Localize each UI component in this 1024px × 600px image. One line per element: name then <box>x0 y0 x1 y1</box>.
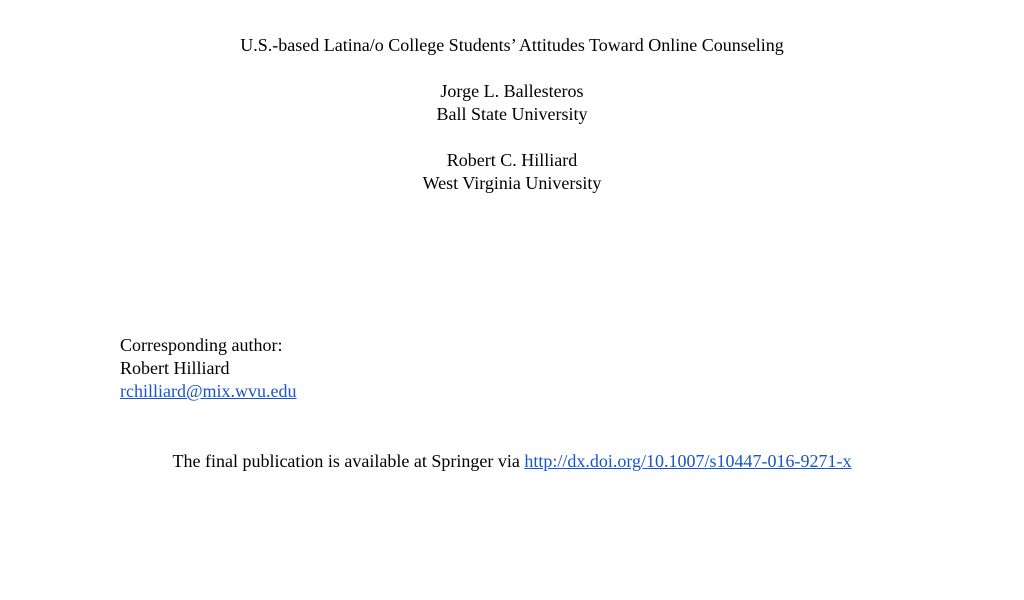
corresponding-author-email-row <box>120 380 297 403</box>
publication-note-text: The final publication is available at Springer via <box>172 451 520 471</box>
author-2-affiliation: West Virginia University <box>422 173 602 193</box>
author-1-name: Jorge L. Ballesteros <box>440 81 584 101</box>
corresponding-author-email-link[interactable]: rchilliard@mix.wvu.edu <box>120 381 297 401</box>
author-2-name: Robert C. Hilliard <box>446 150 578 170</box>
corresponding-author-name: Robert Hilliard <box>120 358 230 378</box>
doi-link[interactable]: http://dx.doi.org/10.1007/s10447-016-9271-x <box>524 451 852 471</box>
corresponding-author-label: Corresponding author: <box>120 335 283 355</box>
paper-title: U.S.-based Latina/o College Students’ Attitudes Toward Online Counseling <box>240 35 784 55</box>
author-1-affiliation: Ball State University <box>436 104 588 124</box>
publication-note <box>0 450 1024 473</box>
